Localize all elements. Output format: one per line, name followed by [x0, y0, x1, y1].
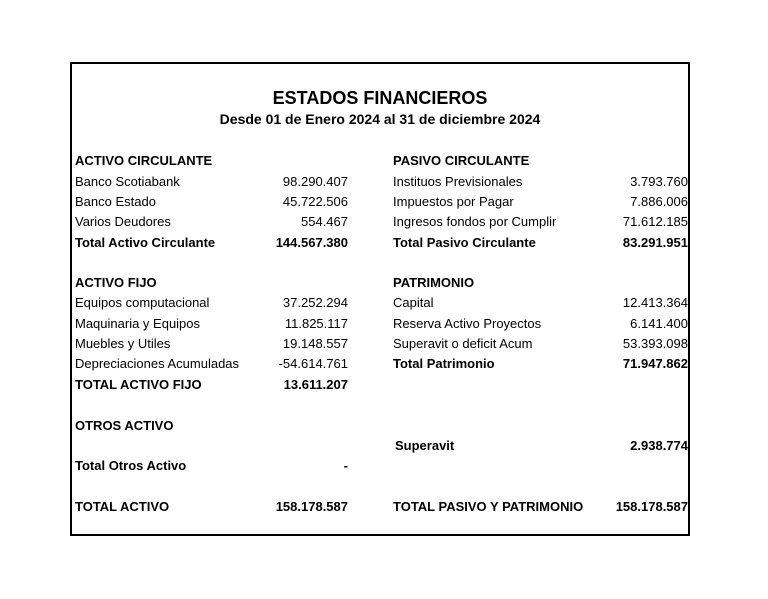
line-item-value: 11.825.117: [284, 316, 348, 331]
line-item-label: Instituos Previsionales: [393, 174, 523, 189]
line-item-label: Banco Scotiabank: [75, 174, 180, 189]
total-activo-value: 158.178.587: [275, 499, 348, 514]
patrimonio-heading: PATRIMONIO: [393, 275, 475, 290]
total-pasivo-patrimonio-label: TOTAL PASIVO Y PATRIMONIO: [393, 499, 584, 514]
total-patrimonio-label: Total Patrimonio: [393, 356, 495, 371]
activo-circulante-heading: ACTIVO CIRCULANTE: [75, 153, 213, 168]
otros-activo-heading: OTROS ACTIVO: [75, 418, 174, 433]
total-pasivo-patrimonio-value: 158.178.587: [615, 499, 688, 514]
line-item-label: Varios Deudores: [75, 214, 171, 229]
line-item-value: 12.413.364: [622, 295, 688, 310]
financial-statement-frame: [70, 62, 690, 536]
line-item-label: Equipos computacional: [75, 295, 210, 310]
total-otros-activo-label: Total Otros Activo: [75, 458, 187, 473]
line-item-label: Impuestos por Pagar: [393, 194, 514, 209]
pasivo-circulante-heading: PASIVO CIRCULANTE: [393, 153, 530, 168]
line-item-value: 53.393.098: [622, 336, 688, 351]
line-item-label: Maquinaria y Equipos: [75, 316, 201, 331]
line-item-value: 45.722.506: [282, 194, 348, 209]
statement-period: Desde 01 de Enero 2024 al 31 de diciembre 2024: [219, 111, 541, 127]
total-patrimonio-value: 71.947.862: [622, 356, 688, 371]
activo-fijo-heading: ACTIVO FIJO: [75, 275, 157, 290]
total-pasivo-circulante-label: Total Pasivo Circulante: [393, 235, 536, 250]
total-activo-fijo-value: 13.611.207: [283, 377, 348, 392]
total-activo-label: TOTAL ACTIVO: [75, 499, 170, 514]
line-item-label: Superavit o deficit Acum: [393, 336, 533, 351]
line-item-label: Reserva Activo Proyectos: [393, 316, 542, 331]
line-item-value: 19.148.557: [282, 336, 348, 351]
line-item-value: 37.252.294: [282, 295, 348, 310]
line-item-value: 3.793.760: [630, 174, 688, 189]
line-item-value: 6.141.400: [630, 316, 688, 331]
superavit-value: 2.938.774: [630, 438, 688, 453]
line-item-label: Muebles y Utiles: [75, 336, 171, 351]
line-item-value: -54.614.761: [278, 356, 348, 371]
total-activo-circulante-value: 144.567.380: [275, 235, 348, 250]
line-item-label: Ingresos fondos por Cumplir: [393, 214, 557, 229]
line-item-label: Capital: [393, 295, 434, 310]
superavit-label: Superavit: [395, 438, 455, 453]
total-pasivo-circulante-value: 83.291.951: [622, 235, 688, 250]
total-activo-circulante-label: Total Activo Circulante: [75, 235, 216, 250]
line-item-label: Banco Estado: [75, 194, 156, 209]
total-otros-activo-value: -: [343, 458, 348, 473]
line-item-value: 554.467: [301, 214, 348, 229]
total-activo-fijo-label: TOTAL ACTIVO FIJO: [75, 377, 202, 392]
line-item-value: 71.612.185: [622, 214, 688, 229]
statement-title: ESTADOS FINANCIEROS: [272, 88, 488, 108]
line-item-value: 7.886.006: [630, 194, 688, 209]
line-item-label: Depreciaciones Acumuladas: [75, 356, 240, 371]
line-item-value: 98.290.407: [282, 174, 348, 189]
